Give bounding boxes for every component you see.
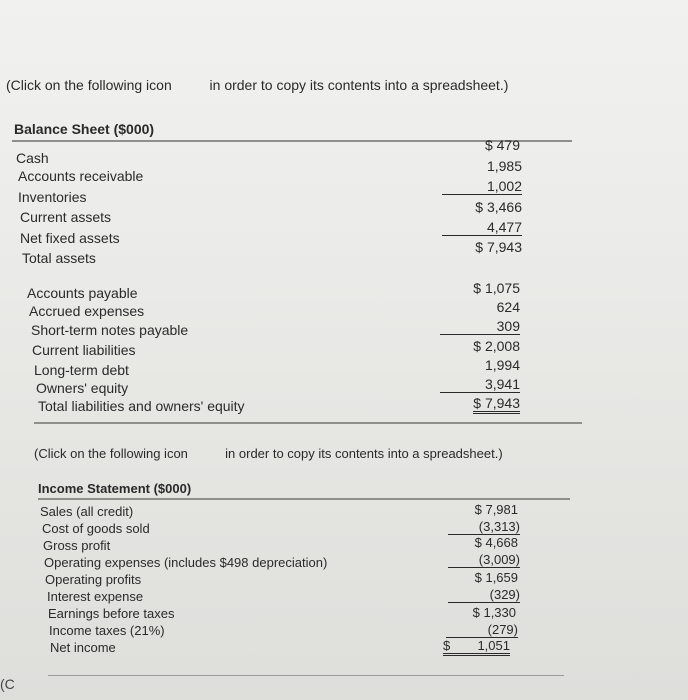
income-statement-bottom-rule <box>48 675 564 676</box>
copy-note-1 <box>6 76 508 93</box>
row-label: Long-term debt <box>34 362 129 378</box>
total-liabilities-equity-value: $ 7,943 <box>473 395 520 414</box>
interest-expense-value: (329) <box>448 587 520 603</box>
total-assets-value: $ 7,943 <box>475 239 522 255</box>
short-term-notes-value: 309 <box>440 318 520 335</box>
gross-profit-value: $ 4,668 <box>474 535 518 550</box>
net-income-amount: 1,051 <box>477 638 510 653</box>
accrued-expenses-value: 624 <box>496 299 520 315</box>
currency-symbol: $ <box>443 638 451 653</box>
accounts-receivable-value: 1,985 <box>486 158 522 174</box>
row-label: Accrued expenses <box>29 303 145 319</box>
row-label: Operating expenses (includes $498 depreciation) <box>44 555 328 570</box>
owners-equity-value: 3,941 <box>440 376 520 393</box>
copy-note-1-after: in order to copy its contents into a spreadsheet.) <box>209 77 509 93</box>
copy-note-2 <box>34 444 503 461</box>
row-label: Current assets <box>20 209 112 225</box>
income-taxes-value: (279) <box>446 622 518 638</box>
balance-sheet-title: Balance Sheet ($000) <box>14 121 155 137</box>
operating-expenses-value: (3,009) <box>448 552 520 568</box>
row-label: Sales (all credit) <box>40 504 134 519</box>
accounts-payable-value: $ 1,075 <box>473 280 520 296</box>
row-label: Income taxes (21%) <box>49 623 165 638</box>
row-label: Owners' equity <box>36 380 129 396</box>
income-statement-header-rule <box>38 498 570 500</box>
copy-note-1-before: (Click on the following icon <box>6 77 172 93</box>
row-label: Total liabilities and owners' equity <box>38 398 245 414</box>
operating-profits-value: $ 1,659 <box>474 570 518 585</box>
cash-value: $ 479 <box>484 137 520 153</box>
row-label: Cash <box>16 150 49 166</box>
row-label: Interest expense <box>47 589 144 604</box>
long-term-debt-value: 1,994 <box>484 357 520 373</box>
row-label: Accounts payable <box>27 285 138 301</box>
spreadsheet-copy-icon[interactable] <box>176 76 206 90</box>
row-label: Current liabilities <box>32 342 136 358</box>
balance-sheet-bottom-rule <box>34 422 582 424</box>
row-label: Net income <box>50 640 116 655</box>
row-label: Net fixed assets <box>20 230 120 246</box>
row-label: Operating profits <box>45 572 142 587</box>
cogs-value: (3,313) <box>448 519 520 535</box>
row-label: Short-term notes payable <box>31 322 189 338</box>
row-label: Inventories <box>18 189 87 205</box>
copy-note-2-after: in order to copy its contents into a spreadsheet.) <box>225 446 503 461</box>
row-label: Total assets <box>22 250 96 266</box>
row-label: Earnings before taxes <box>48 606 175 621</box>
spreadsheet-copy-icon[interactable] <box>192 444 222 458</box>
bottom-fragment: (C <box>0 676 15 692</box>
net-fixed-assets-value: 4,477 <box>442 219 522 236</box>
income-statement-title: Income Statement ($000) <box>38 481 192 496</box>
ebt-value: $ 1,330 <box>472 605 516 620</box>
copy-note-2-before: (Click on the following icon <box>34 446 188 461</box>
current-assets-value: $ 3,466 <box>475 199 522 215</box>
net-income-value <box>443 638 510 656</box>
current-liabilities-value: $ 2,008 <box>473 338 520 354</box>
row-label: Accounts receivable <box>18 168 144 184</box>
inventories-value: 1,002 <box>442 178 522 195</box>
sales-value: $ 7,981 <box>474 502 518 517</box>
row-label: Cost of goods sold <box>42 521 150 536</box>
row-label: Gross profit <box>43 538 111 553</box>
